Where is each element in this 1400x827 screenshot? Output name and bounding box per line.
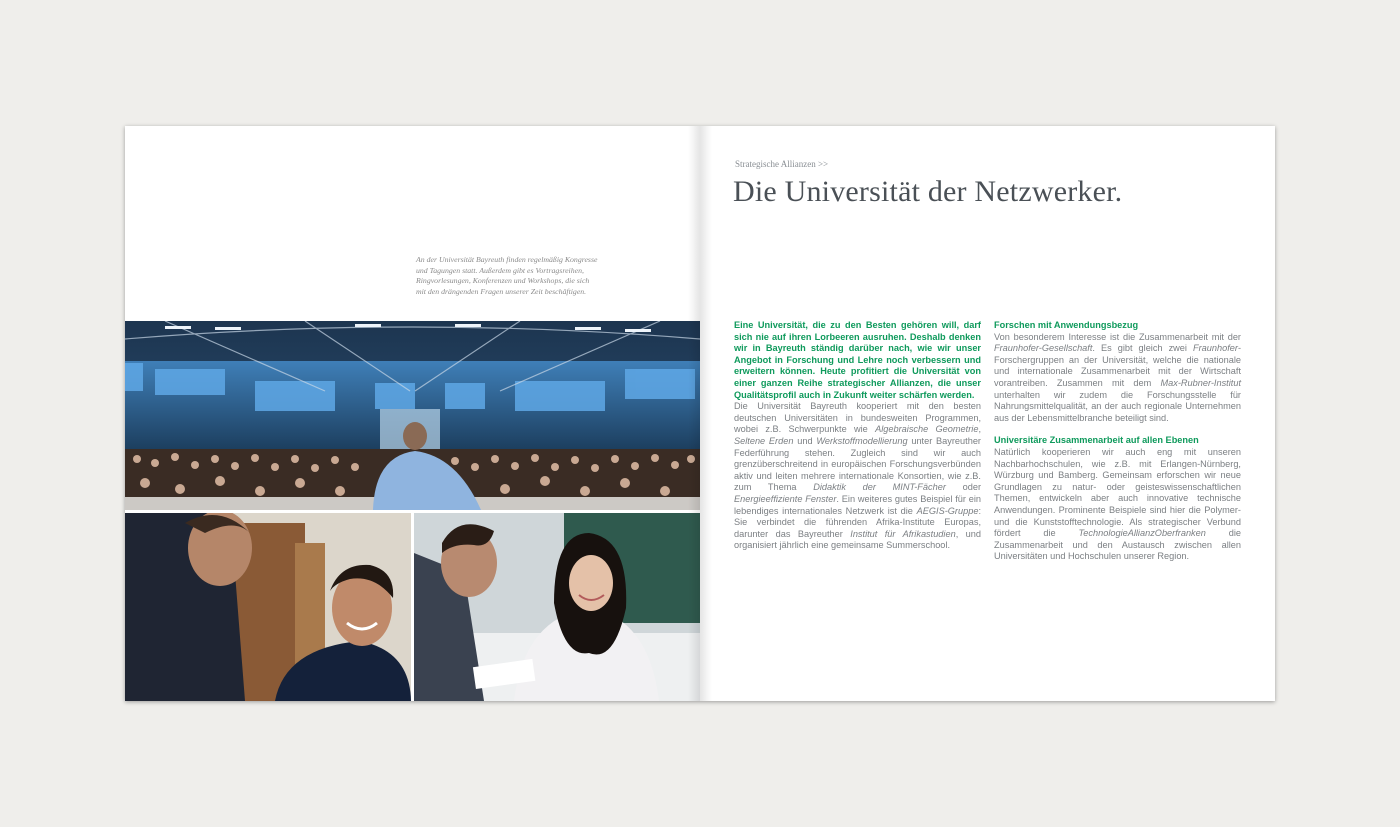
paragraph-gap: [994, 424, 1241, 435]
body1-text-12: : Sie verbindet die führenden Afrika-Institute Europas, darunter das Bayreuther: [734, 505, 981, 539]
body-paragraph-2: [994, 332, 1241, 425]
body1-text-6: unter Bayreuther Federführung stehen. Zugleich sind wir auch grenzüberschreitend in europäischen Forschungsverbünden aktiv und leiten mehrere internationale Konsortien, wie z.B. zum Thema: [734, 435, 981, 493]
body3-emph-1: TechnologieAllianzOberfranken: [1078, 528, 1206, 539]
photo-caption: An der Universität Bayreuth finden regelmäßig Kongresse und Tagungen statt. Außerdem gibt es Vortragsreihen, Ringvorlesungen, Konferenzen und Workshops, die sich mit den drängenden Fragen unserer Zeit beschäftigen.: [416, 255, 598, 296]
subheading-cooperation: Universitäre Zusammenarbeit auf allen Ebenen: [994, 435, 1199, 446]
lecture-hall-photo: [125, 321, 700, 510]
subheading-research: Forschen mit Anwendungsbezug: [994, 320, 1139, 330]
body1-emph-5: Werkstoffmodellierung: [816, 435, 908, 446]
body2-text-6: unterhalten wir zudem die Forschungsstelle für Nahrungsmittelqualität, an der auch regionale Unternehmen aus der Lebensmittelbranche beteiligt sind.: [994, 389, 1241, 423]
body2-emph-5: Max-Rubner-Institut: [1160, 377, 1241, 388]
body1-text-0: Die Universität Bayreuth kooperiert mit den besten deutschen Universitäten in bundesweiten Programmen, wobei z.B. Schwerpunkte wie: [734, 401, 981, 435]
body2-text-4: -Forschergruppen an der Universität, welche die nationale und internationale Zusammenarbeit mit der Wirtschaft vorantreiben. Zusammen mit dem: [994, 343, 1241, 388]
students-photo-left: [125, 513, 411, 701]
body1-text-4: und: [793, 435, 817, 446]
page-title: Die Universität der Netzwerker.: [733, 175, 1123, 208]
body2-emph-3: Fraunhofer: [1192, 343, 1238, 354]
body1-text-8: oder: [945, 482, 981, 493]
body3-text-2: die Zusammenarbeit und den Austausch zwischen allen Universitäten und Hochschulen unserer Region.: [994, 528, 1241, 562]
body1-text-10: . Ein weiteres gutes Beispiel für ein lebendiges internationales Netzwerk ist die: [734, 493, 981, 516]
body2-text-0: Von besonderem Interesse ist die Zusammenarbeit mit der: [994, 331, 1241, 342]
body1-emph-1: Algebraische Geometrie: [875, 424, 979, 435]
body1-text-14: , und organisiert jährlich eine gemeinsame Summerschool.: [734, 528, 981, 551]
left-page: [125, 126, 700, 701]
students-illustration-right: [414, 513, 700, 701]
body-paragraph-1: [734, 401, 981, 552]
body1-emph-9: Energieeffiziente Fenster: [734, 493, 837, 504]
students-illustration-left: [125, 513, 411, 701]
body1-emph-7: Didaktik der MINT-Fächer: [813, 482, 946, 493]
body1-emph-11: AEGIS-Gruppe: [916, 505, 979, 516]
body3-text-0: Natürlich kooperieren wir auch eng mit unseren Nachbarhochschulen, wie z.B. mit Erlangen-Nürnberg, Würzburg und Bamberg. Gemeinsam erforschen wir neue Grundlagen zu natur- oder geisteswissenschaftlichen Themen, entwickeln aber auch innovative technische Anwendungen. Prominente Beispiele sind hier die Polymer- und die Kunststofftechnologie. Als strategischer Verbund fördert die: [994, 446, 1241, 539]
body1-emph-3: Seltene Erden: [734, 435, 794, 446]
right-page: [700, 126, 1275, 701]
section-kicker: Strategische Allianzen >>: [735, 159, 829, 169]
body1-emph-13: Institut für Afrikastudien: [850, 528, 956, 539]
body1-text-2: ,: [978, 424, 981, 435]
lecture-hall-illustration: [125, 321, 700, 510]
body2-text-2: . Es gibt gleich zwei: [1092, 343, 1193, 354]
brochure-spread: [125, 126, 1275, 701]
text-column-right: [994, 320, 1241, 563]
students-photo-right: [414, 513, 700, 701]
body2-emph-1: Fraunhofer-Gesellschaft: [994, 343, 1093, 354]
lead-paragraph: Eine Universität, die zu den Besten gehören will, darf sich nie auf ihren Lorbeeren ausruhen. Deshalb denken wir in Bayreuth ständig darüber nach, wie wir unser Angebot in Forschung und Lehre noch verbessern und erweitern können. Heute profitiert die Universität von einer ganzen Reihe strategischer Allianzen, die unser Qualitätsprofil auch in Zukunft weiter schärfen werden.: [734, 320, 981, 400]
body-paragraph-3: [994, 447, 1241, 563]
text-column-left: [734, 320, 981, 552]
